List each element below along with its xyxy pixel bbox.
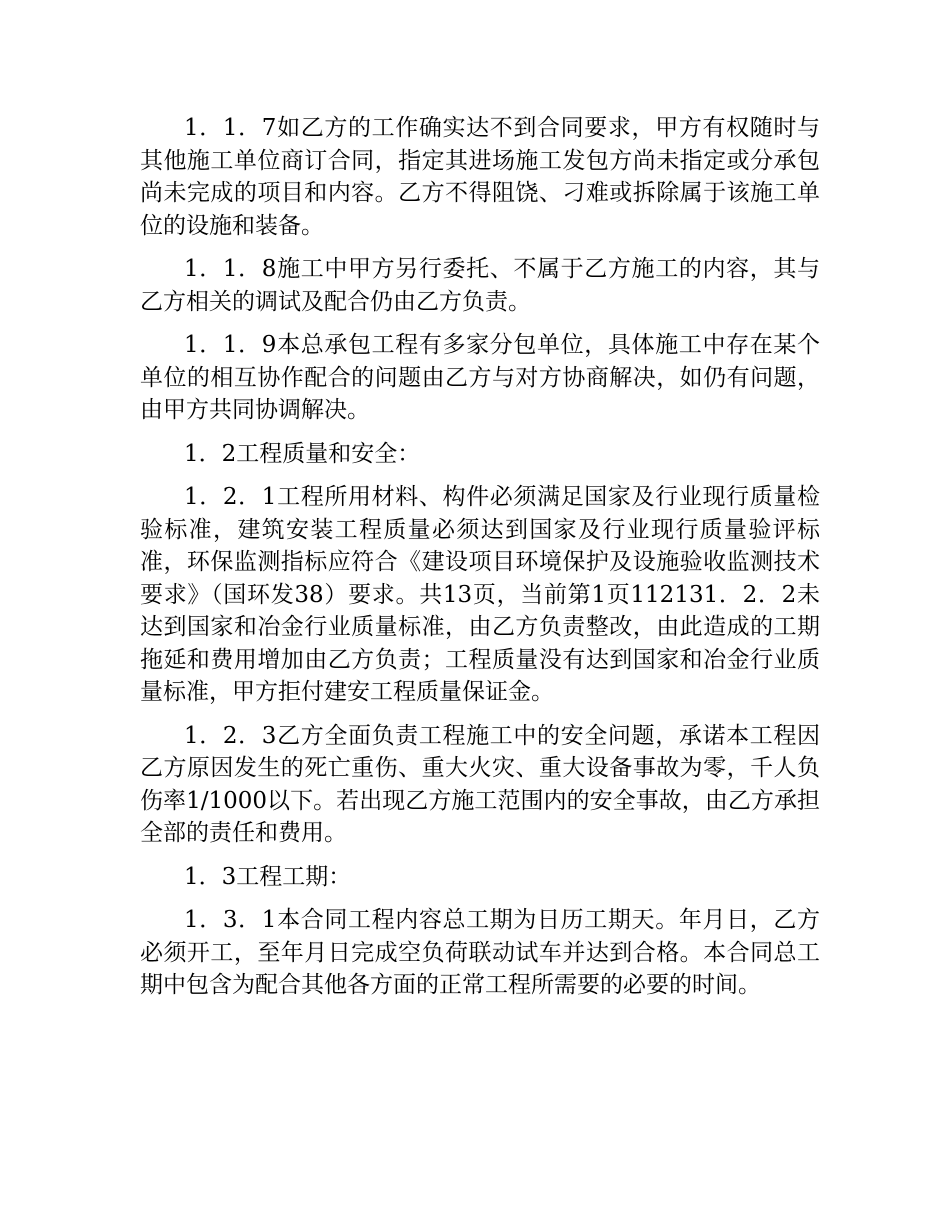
section-heading-quality-safety: 1．2工程质量和安全： [184, 440, 421, 467]
section-heading-schedule: 1．3工程工期： [184, 863, 352, 890]
clause-1-2-1: 1．2．1工程所用材料、构件必须满足国家及行业现行质量检验标准，建筑安装工程质量必须达到国家及行业现行质量验评标准，环保监测指标应符合《建设项目环境保护及设施验收监测技术要求》（国环发38）要求。共13页，当前第1页112131．2．2未达到国家和冶金行业质量标准，由乙方负责整改，由此造成的工期拖延和费用增加由乙方负责；工程质量没有达到国家和冶金行业质量标准，甲方拒付建安工程质量保证金。 [140, 484, 820, 705]
clause-1-3-1: 1．3．1本合同工程内容总工期为日历工期天。年月日，乙方必须开工，至年月日完成空负荷联动试车并达到合格。本合同总工期中包含为配合其他各方面的正常工程所需要的必要的时间。 [140, 907, 820, 998]
clause-1-1-9: 1．1．9本总承包工程有多家分包单位，具体施工中存在某个单位的相互协作配合的问题由乙方与对方协商解决，如仍有问题，由甲方共同协调解决。 [140, 332, 820, 423]
clause-1-1-7: 1．1．7如乙方的工作确实达不到合同要求，甲方有权随时与其他施工单位商订合同，指定其进场施工发包方尚未指定或分承包尚未完成的项目和内容。乙方不得阻饶、刁难或拆除属于该施工单位的设施和装备。 [140, 115, 820, 239]
clause-1-1-8: 1．1．8施工中甲方另行委托、不属于乙方施工的内容，其与乙方相关的调试及配合仍由乙方负责。 [140, 256, 820, 315]
clause-1-2-3: 1．2．3乙方全面负责工程施工中的安全问题，承诺本工程因乙方原因发生的死亡重伤、重大火灾、重大设备事故为零，千人负伤率1/1000以下。若出现乙方施工范围内的安全事故，由乙方承担全部的责任和费用。 [140, 722, 820, 846]
document-page [140, 112, 820, 1013]
